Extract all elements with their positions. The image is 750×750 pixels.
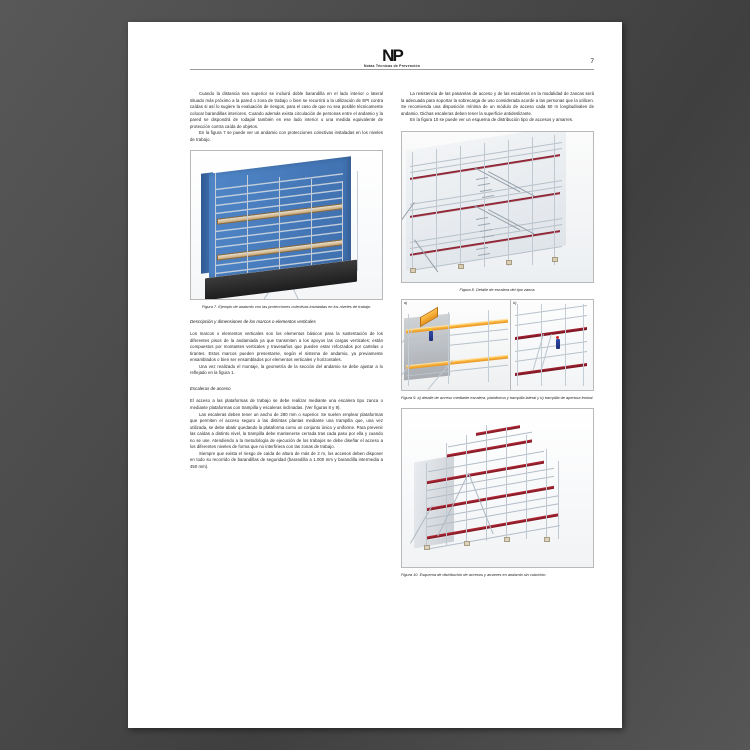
figure-9-caption: Figura 9. a) detalle de acceso mediante escalera, plataforma y trampilla lateral y b) trampilla de apertura frontal.	[401, 395, 594, 401]
paragraph: Siempre que exista el riesgo de caída de altura de más de 2 m, los accesos deben disponer en todo su recorrido de barandillas de seguridad (barandilla a 1.000 mm y barandilla intermedia a 450 mm).	[190, 450, 383, 469]
document-page	[128, 22, 622, 728]
paragraph: En la figura 7 se puede ver un andamio con protecciones colectivas instaladas en los niveles de trabajo.	[190, 130, 383, 142]
paragraph: El acceso a las plataformas de trabajo se debe realizar mediante una escalera tipo zanca o mediante plataformas con trampilla y escaleras inclinadas. (Ver figuras 8 y 9).	[190, 398, 383, 410]
figure-8-image	[401, 131, 594, 283]
figure-9-label-b: b)	[513, 301, 517, 306]
figure-8-caption: Figura 8. Detalle de escalera del tipo zanca.	[459, 286, 536, 292]
paragraph: La resistencia de las pasarelas de acceso y de las escaleras en la modalidad de zancas será la adecuada para soportar la sobrecarga de uso considerada acorde a las personas que la utilicen. Se recomienda una disposición mínima de un módulo de acceso cada 50 m longitudinales de andamio. Dichas escaleras deben tener la superficie antideslizante.	[401, 91, 594, 116]
paragraph: Las escaleras deben tener un ancho de 280 mm o superior. Se suelen emplear plataformas que permiten el acceso seguro a las distintas plantas mediante una trampilla que, una vez utilizada, se debe abatir quedando la plataforma como un conjunto único y uniforme. Para prevenir las caídas a distinto nivel, la trampilla debe mantenerse cerrada tras cada paso por ella y cuando no se use. Atendiendo a la metodología de ejecución de los trabajos se debe diseñar el acceso a los diferentes niveles de forma que no interfiriera con las zonas de trabajo.	[190, 411, 383, 450]
paragraph: Los marcos o elementos verticales son los elementos básicos para la sustentación de los diferentes pisos de la andamiada ya que transmiten a los apoyos las cargas verticales; están compuestos por montantes verticales y travesaños que pueden estar reforzados por cartelas o tirantes. Estos marcos pueden presentarse, según el sistema de andamio, ya previamente ensamblados o bien ser ensamblados por elementos verticales y horizontales.	[190, 331, 383, 363]
page-number: 7	[590, 58, 594, 65]
right-column	[401, 91, 594, 577]
two-column-layout	[190, 91, 594, 577]
figure-10-image	[401, 408, 594, 568]
page-header	[190, 47, 594, 85]
figure-9-label-a: a)	[404, 301, 408, 306]
figure-9-panel-a	[402, 300, 511, 390]
figure-7-block	[190, 150, 383, 309]
figure-9-panel-b	[511, 300, 593, 390]
paragraph: En la figura 10 se puede ver un esquema de distribución tipo de accesos y amarres.	[410, 117, 574, 123]
figure-7-caption: Figura 7. Ejemplo de andamio con las protecciones colectivas instaladas en los niveles de trabajo.	[201, 304, 372, 310]
left-column	[190, 91, 383, 577]
figure-8-block	[401, 131, 594, 292]
section-heading-escaleras: Escaleras de acceso	[190, 386, 231, 392]
ntp-logo-subtitle: Notas Técnicas de Prevención	[363, 64, 421, 68]
section-heading-marcos: Descripción y dimensiones de los marcos o elementos verticales	[190, 318, 316, 324]
figure-10-caption: Figura 10. Esquema de distribución de accesos y amarres en andamio sin cubrición.	[401, 571, 547, 577]
page-content-area	[190, 47, 594, 707]
figure-10-block	[401, 408, 594, 577]
figure-7-image	[190, 150, 383, 300]
ntp-logo	[356, 47, 428, 69]
figure-9-image	[401, 299, 594, 391]
paragraph: Una vez realizado el montaje, la geometría de la sección del andamio se debe ajustar a lo reflejado en la figura 1.	[190, 363, 383, 376]
figure-9-block	[401, 299, 594, 400]
header-divider-rule	[190, 69, 594, 70]
ntp-logo-mark: NP	[382, 46, 402, 65]
paragraph: Cuando la distancia sea superior se incluirá doble barandilla en el lado interior o lateral situado más próximo a la pared o zona de trabajo o bien se recurrirá a la utilización de EPI contra caídas si así lo sugiere la evaluación de riesgos, para el caso de que no sea posible técnicamente colocar barandillas interiores. Cuando además exista circulación de personas entre el andamio y la pared se dispondrá de rodapié también en ese lado interior o una medida equivalente de protección contra caída de objetos.	[190, 91, 383, 129]
